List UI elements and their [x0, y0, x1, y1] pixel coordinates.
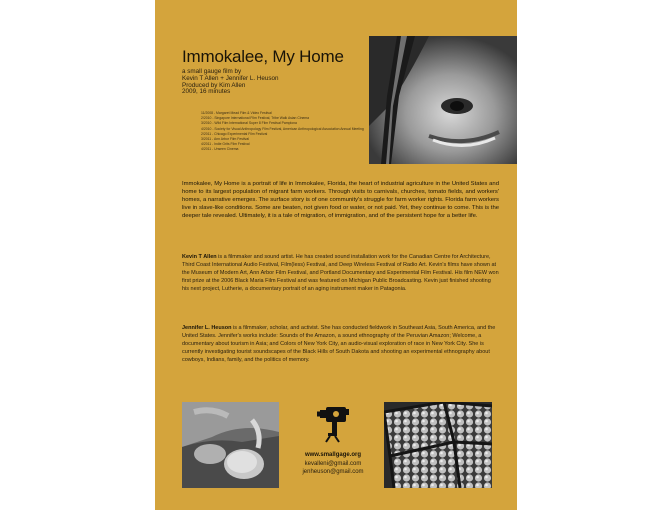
website-link[interactable]: www.smallgage.org: [304, 452, 362, 458]
email-link[interactable]: kevalleni@gmail.com: [304, 460, 362, 467]
festival-item: 4/2011 - Indie Grits Film Festival: [201, 142, 250, 147]
bio-text: is a filmmaker and sound artist. He has created sound installation work for the Canadian Centre for Architecture, Third Coast International Audio Festival, Film(less) Festival, and Deep Wireless Festival of Radio Art. Kevin's films have shown at the Museum of Modern Art, Ann Arbor Film Festival, and Portland Documentary and Experimental Film Festival. His film NEW won first prize at the 2006 Black Maria Film Festival and was featured on Michigan Public Broadcasting. Kevin just finished shooting his next project, Lutherie, a documentary portrait of an aging instrument maker in Patagonia.: [182, 254, 499, 293]
bio-name: Jennifer L. Heuson: [182, 325, 232, 331]
festival-item: 4/2010 - Society for Visual Anthropology Film Festival, American Anthropological Association Annual Meeting: [201, 126, 364, 131]
credit-line: 2009, 16 minutes: [182, 88, 231, 96]
bio-jennifer-heuson: [182, 324, 499, 364]
film-camera-icon: [317, 405, 351, 443]
festival-list: [201, 111, 364, 153]
portrait-photo: [369, 36, 517, 164]
film-poster: [155, 0, 517, 510]
tomato-hands-image: [182, 402, 279, 488]
tomato-hands-photo: [182, 402, 279, 488]
tomato-crates-photo: [384, 402, 492, 488]
festival-item: 4/2011 - Unseen Cinema: [201, 147, 239, 152]
credit-line: a small gauge film by: [182, 68, 242, 75]
credit-line: Kevin T Allen + Jennifer L. Heuson: [182, 74, 279, 82]
film-synopsis: Immokalee, My Home is a portrait of life in Immokalee, Florida, the heart of industrial agriculture in the United States and home to its largest population of migrant farm workers. Through visits to carnivals, churches, tomato fields, and workers' homes, a narrative emerges. The surface story is of one community's struggle for farm worker rights. Florida farm workers live in slave-like conditions. Some are beaten, not given food or water, or not paid. Yet, they continue to come. This is the deeper tale revealed. Ultimately, it is a tale of migration, of immigration, and of the persistent hope for a better life.: [182, 181, 499, 220]
bio-text: is a filmmaker, scholar, and activist. She has conducted fieldwork in Southeast Asia, South America, and the United States. Jennifer's works include: Sounds of the Amazon, a sound ethnography of the Peruvian Amazon; Welcome, a documentary about tourism in Asia; and Colors of New York City, an audio-visual exploration of race in New York City. She is currently investigating tourist soundscapes of the Black Hills of South Dakota and shooting an experimental ethnography about cowboys, Indians, family, and the politics of memory.: [182, 325, 496, 364]
festival-item: 11/2008 - Margaret Mead Film & Video Festival: [201, 111, 272, 115]
credit-line: Produced by Kim Allen: [182, 81, 246, 89]
film-title: Immokalee, My Home: [182, 47, 344, 66]
tomato-crates-image: [384, 402, 492, 488]
festival-item: 3/2011 - Ann Arbor Film Festival: [201, 137, 249, 142]
film-credits: [182, 69, 279, 96]
festival-item: 2/2011 - Chicago Experimental Film Festival: [201, 131, 268, 136]
portrait-image: [369, 36, 517, 164]
email-link[interactable]: jenheuson@gmail.com: [302, 469, 364, 476]
bio-name: Kevin T Allen: [182, 254, 217, 260]
festival-item: 3/2010 - Wild Film International Super 8 Film Festival Pamplona: [201, 121, 297, 126]
contact-info: [283, 451, 383, 477]
festival-item: 2/2010 - Singapore International Film Festival, Tribe Walk Asian Cinema: [201, 116, 310, 121]
bio-kevin-allen: [182, 253, 499, 293]
